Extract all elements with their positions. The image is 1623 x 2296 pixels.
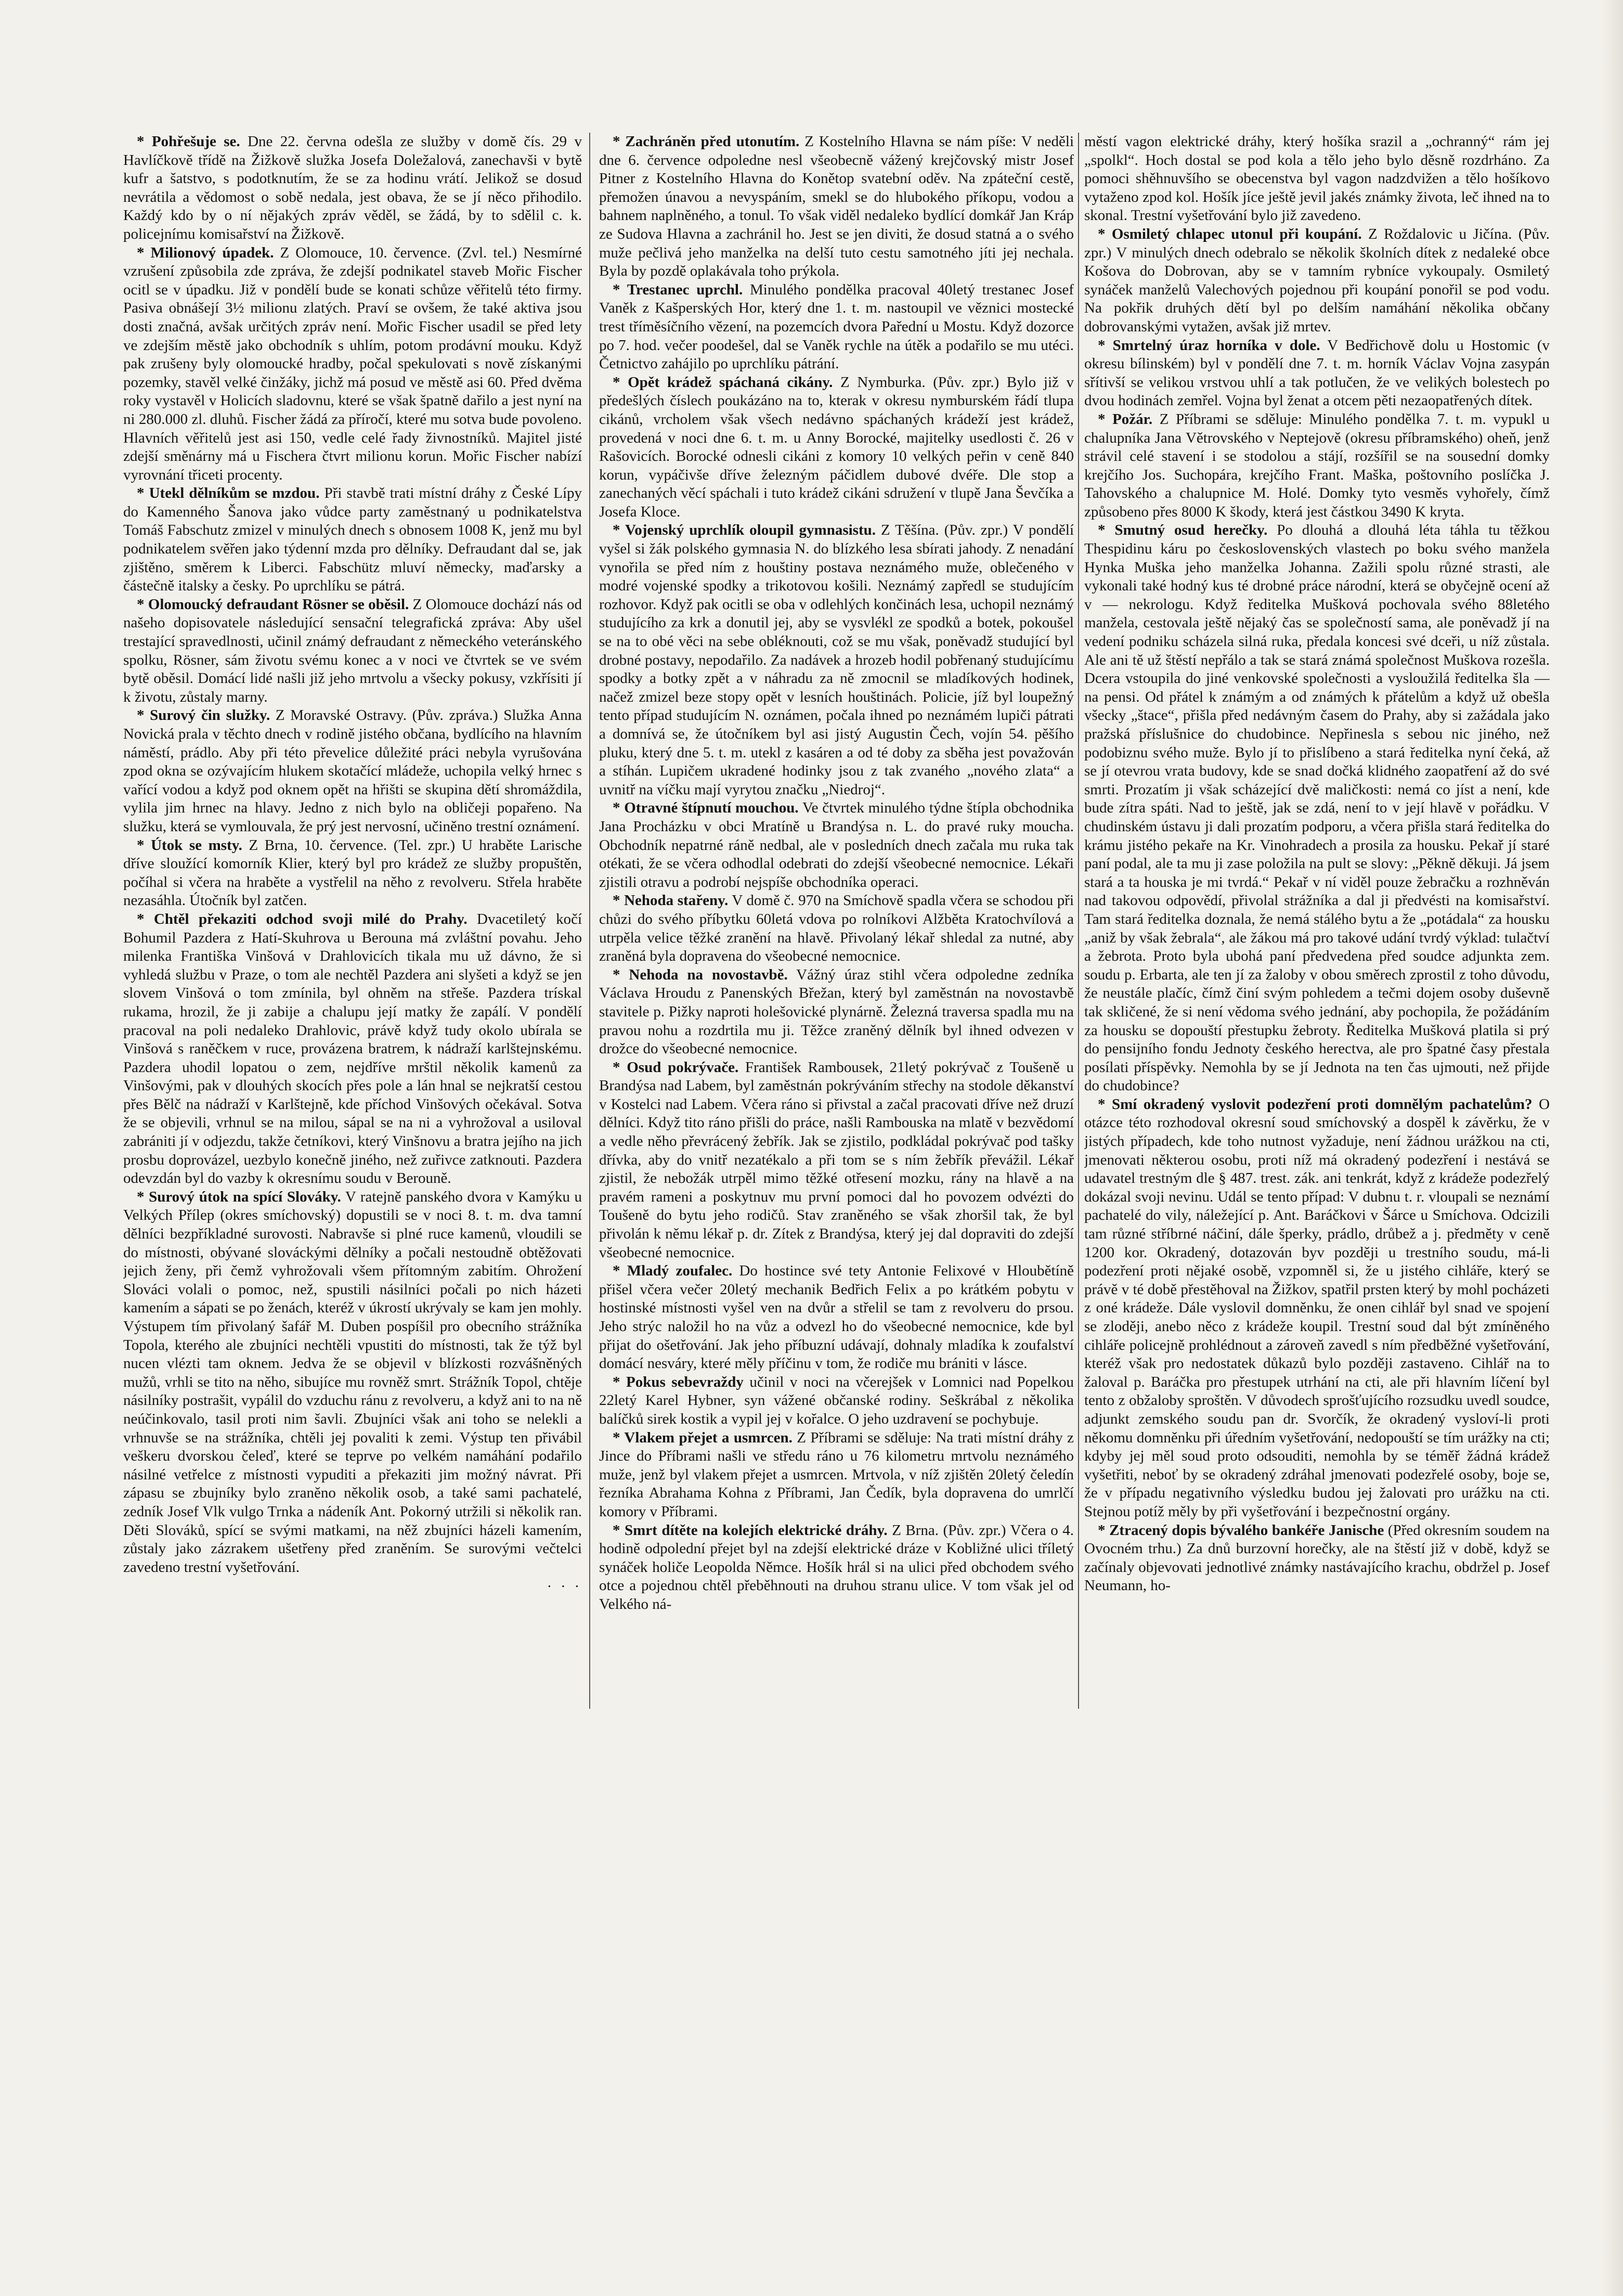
article-text: Z Olomouce, 10. července. (Zvl. tel.) Nesmírné vzrušení způsobila zde zpráva, že zdejší podnikatel staveb Mořic Fischer ocitl se v úpadku. Již v pondělí bude se konati schůze věřitelů této firmy. Pasiva obnášejí 3½ milionu zlatých. Praví se ovšem, že také aktiva jsou dosti značná, avšak určitých zpráv není. Mořic Fischer usadil se před lety ve zdejším městě jako obchodník s uhlím, potom prodávní mouku. Když pak zrušeny byly olomoucké hradby, počal spekulovati s nově získanými pozemky, stavěl velké činžáky, jichž má posud ve městě asi 60. Před dvěma roky vystavěl v Holicích sladovnu, které se však špatně dařilo a jest nyní na ni 280.000 zl. dluhů. Fischer žádá za příročí, které mu sotva bude povoleno. Hlavních věřitelů jest asi 150, vedle celé řady živnostníků. Majitel jisté zdejší směnárny má u Fischera čtvrt milionu korun. Mořic Fischer nabízí vyrovnání třiceti procenty. bbox=[123, 244, 582, 483]
article-text: Z Moravské Ostravy. (Pův. zpráva.) Služka Anna Novická prala v těchto dnech v rodině jistého občana, bydlícího na hlavním náměstí, prádlo. Aby při této převelice důležité práci nebyla vyrušována zpod okna se ozývajícím hlukem skotačící mládeže, uchopila velký hrnec s vařící vodou a když pod oknem opět na hřišti se skupina dětí shromáždila, vylila jim hrnec na hlavy. Jedno z nich bylo na obličeji popařeno. Na služku, která se vymlouvala, že prý jest nervosní, učiněno trestní oznámení. bbox=[123, 707, 582, 835]
column-divider-1 bbox=[589, 133, 590, 1709]
article-3-5: * Smutný osud herečky. Po dlouhá a dlouhá léta táhla tu těžkou Thespidinu káru po československých vlastech po boku svého manžela Hynka Muška jeho manželka Johanna. Zažili spolu různé strasti, ale vykonali také hodný kus té drobné práce národní, která se obyčejně ocení až v — nekrologu. Když ředitelka Mušková pochovala svého 88letého manžela, cestovala ještě nějaký čas se společností sama, ale poněvadž jí na vedení podniku scházela silná ruka, předala koncesi své dceři, u níž zůstala. Ale ani tě už štěstí nepřálo a tak se stará známá společnost Muškova rozešla. Dcera vstoupila do jiné venkovské společnosti a vysloužilá ředitelka šla — na pensi. Od přátel k známým a od známých k přátelům a když už obešla všecky „štace“, přišla před nedávným časem do Prahy, aby si zažádala jako pražská příslušnice do chudobince. Nepřinesla s sebou nic jiného, než podobiznu svého muže. Bylo jí to přislíbeno a stará ředitelka nyní čeká, až se jí otevrou vrata budovy, kde se snad dočká klidného zaopatření až do své smrti. Prozatím ji však scházející dvě maličkosti: nemá co jíst a není, kde bude zítra spáti. Nad to ještě, jak se zdá, není to v její hlavě v pořádku. V chudinském ústavu ji dali prozatím podporu, a včera přišla stará ředitelka do krámu jistého pekaře na Kr. Vinohradech a prosila za housku. Pekař jí staré paní podal, ale ta mu ji zase položila na pult se slovy: „Pěkně děkuji. Já jsem stará a ta houska je mi tvrdá.“ Pekař v ní viděl pouze žebračku a rozhněván nad takovou odpovědí, přivolal strážníka a dal ji předvésti na komisařství. Tam stará ředitelka doznala, že nemá stálého bytu a že „potádala“ za housku „aniž by však žebrala“, ale žákou má pro takové udání tvrdý výklad: tulačtví a žebrota. Proto byla ubohá paní předvedena před soudce adjunkta zem. soudu p. Erbarta, ale ten jí za žaloby v obou směrech zprostil z toho důvodu, že neustále plačíc, čímž činí svým pohledem a tečmi dojem osoby duševně tak skličené, že si není vědoma svého jednání, aby pochopila, že požádáním za housku se dopouští přestupku žebroty. Ředitelka Mušková platila si prý do pensijního fondu Jednoty českého herectva, ale pro špatné časy přestala posílati příspěvky. Nemohla by se jí Jednota na ten čas ujmouti, než přijde do chudobince? bbox=[1084, 522, 1550, 1094]
column-3 bbox=[1084, 133, 1550, 1714]
article-text: Z Příbrami se sděluje: Minulého pondělka 7. t. m. vypukl u chalupníka Jana Větrovského v Neptejově (okresu příbramského) oheň, jenž strávil celé stavení i se stodolou a stájí, rozšířil se na sousední domky krejčího Jos. Suchopára, krejčího Frant. Maška, poštovního poslíčka J. Tahovského a chalupnice M. Holé. Domky tyto vesměs vyhořely, čímž způsobeno přes 8000 K škody, která jest částkou 3490 K kryta. bbox=[1084, 410, 1550, 520]
article-headline: Chtěl překaziti odchod svoji milé do Prahy. bbox=[153, 910, 468, 927]
article-headline: Útok se msty. bbox=[151, 836, 242, 854]
article-2-11: * Vlakem přejet a usmrcen. Z Příbrami se sděluje: Na trati místní dráhy z Jince do Příbrami našli ve středu ráno u 76 kilometru mrtvolu neznámého muže, jenž byl vlakem přejet a usmrcen. Mrtvola, v níž zjištěn 20letý čeledín řezníka Abrahama Kohna z Příbrami, Jan Čedík, byla dopravena do umrlčí komory v Příbrami. bbox=[599, 1429, 1074, 1520]
article-headline: Zachráněn před utonutím. bbox=[625, 133, 800, 150]
article-1-5: * Surový čin služky. Z Moravské Ostravy. (Pův. zpráva.) Služka Anna Novická prala v těchto dnech v rodině jistého občana, bydlícího na hlavním náměstí, prádlo. Aby při této převelice důležité práci nebyla vyrušována zpod okna se ozývajícím hlukem skotačící mládeže, uchopila velký hrnec s vařící vodou a když pod oknem opět na hřišti se skupina dětí shromáždila, vylila jim hrnec na hlavy. Jedno z nich bylo na obličeji popařeno. Na služku, která se vymlouvala, že prý jest nervosní, učiněno trestní oznámení. bbox=[123, 707, 582, 835]
article-1-4: * Olomoucký defraudant Rösner se oběsil. Z Olomouce dochází nás od našeho dopisovatele následující sensační telegrafická zpráva: Aby ušel trestající spravedlnosti, učinil známý defraudant z německého veteránského spolku, Rösner, sám životu svému konec a v noci ve čtvrtek se ve svém bytě oběsil. Domácí lidé našli již jeho mrtvolu a všecky pokusy, vzkřísiti jí k životu, zůstaly marny. bbox=[123, 596, 582, 705]
article-headline: Mladý zoufalec. bbox=[627, 1262, 733, 1280]
article-text: O otázce této rozhodoval okresní soud smíchovský a dospěl k závěrku, že v jistých případech, kde toho nutnost vyžaduje, není žádnou urážkou na cti, jmenovati některou osobu, proti níž má okradený podezření i nestává se udavatel trestným dle § 487. trest. zák. ani tenkrát, když z krádeže podezřelý dokázal svoji nevinu. Udál se tento případ: V dubnu t. r. vloupali se neznámí pachatelé do vily, náležející p. Ant. Baráčkovi v Šárce u Smíchova. Odcizili tam různé stříbrné náčiní, dále šperky, prádlo, drůbež a j. předměty v ceně 1200 kor. Okradený, dotazován byv později u trestního soudu, má-li podezření proti nějaké osobě, vzpomněl si, že u jistého cihláře, který se právě v té době přestěhoval na Žižkov, spatřil prsten který by mohl pocházeti z oné krádeže. Dále vyslovil domněnku, že onen cihlář byl snad ve spojení se zloději, anebo něco z krádeže koupil. Trestní soud dal být zmíněného cihláře policejně prohlédnout a zároveň zavedl s ním předběžné vyšetřování, kteréž však pro nedostatek důkazů bylo později zastaveno. Cihlář na to žaloval p. Baráčka pro přestupek utrhání na cti, ale při hlavním líčení byl tento z obžaloby sproštěn. V důvodech sprošťujícího rozsudku uvedl soudce, adjunkt zemského soudu pan dr. Svorčík, že okradený vysloví-li proti někomu domněnku při úředním vyšetřování, nedopouští se tím urážky na cti; kdyby jej měl soud proto odsouditi, nemohla by se téměř žádná krádež vyšetřiti, neboť by se okradený zdráhal jmenovati podezřelé osoby, boje se, že v případu negativního výsledku budou jej žalovati pro urážku na cti. Stejnou potíž měly by při vyšetřování i bezpečnostní orgány. bbox=[1084, 1095, 1550, 1520]
article-text: Vážný úraz stihl včera odpoledne zedníka Václava Hroudu z Panenských Břežan, který byl zaměstnán na novostavbě stavitele p. Pižky naproti holešovické plynárně. Železná traversa spadla mu na pravou nohu a rozdrtila mu ji. Těžce zraněný dělník byl ihned odvezen v drožce do všeobecné nemocnice. bbox=[599, 966, 1074, 1057]
article-headline: Olomoucký defraudant Rösner se oběsil. bbox=[148, 596, 409, 613]
article-1-3: * Utekl dělníkům se mzdou. Při stavbě trati místní dráhy z České Lípy do Kamenného Šanova jako vůdce party zaměstnaný u podnikatelstva Tomáš Fabschutz zmizel v minulých dnech s obnosem 1008 K, jenž mu byl podnikatelem svěřen jako týdenní mzda pro dělníky. Defraudant dal se, jak zjištěno, směrem k Liberci. Fabschütz mluví německy, maďarsky a částečně italsky a česky. Po uprchlíku se pátrá. bbox=[123, 485, 582, 595]
article-headline: Smutný osud herečky. bbox=[1114, 522, 1268, 539]
article-text: Po dlouhá a dlouhá léta táhla tu těžkou Thespidinu káru po československých vlastech po boku svého manžela Hynka Muška jeho manželka Johanna. Zažili spolu různé strasti, ale vykonali také hodný kus té drobné práce národní, která se obyčejně ocení až v — nekrologu. Když ředitelka Mušková pochovala svého 88letého manžela, cestovala ještě nějaký čas se společností sama, ale poněvadž jí na vedení podniku scházela silná ruka, předala koncesi své dceři, u níž zůstala. Ale ani tě už štěstí nepřálo a tak se stará známá společnost Muškova rozešla. Dcera vstoupila do jiné venkovské společnosti a vysloužilá ředitelka šla — na pensi. Od přátel k známým a od známých k přátelům a když už obešla všecky „štace“, přišla před nedávným časem do Prahy, aby si zažádala jako pražská příslušnice do chudobince. Nepřinesla s sebou nic jiného, než podobiznu svého muže. Bylo jí to přislíbeno a stará ředitelka nyní čeká, až se jí otevrou vrata budovy, kde se snad dočká klidného zaopatření až do své smrti. Prozatím ji však scházející dvě maličkosti: nemá co jíst a není, kde bude zítra spáti. Nad to ještě, jak se zdá, není to v její hlavě v pořádku. V chudinském ústavu ji dali prozatím podporu, a včera přišla stará ředitelka do krámu jistého pekaře na Kr. Vinohradech a prosila za housku. Pekař jí staré paní podal, ale ta mu ji zase položila na pult se slovy: „Pěkně děkuji. Já jsem stará a ta houska je mi tvrdá.“ Pekař v ní viděl pouze žebračku a rozhněván nad takovou odpovědí, přivolal strážníka a dal ji předvésti na komisařství. Tam stará ředitelka doznala, že nemá stálého bytu a že „potádala“ za housku „aniž by však žebrala“, ale žákou má pro takové udání tvrdý výklad: tulačtví a žebrota. Proto byla ubohá paní předvedena před soudce adjunkta zem. soudu p. Erbarta, ale ten jí za žaloby v obou směrech zprostil z toho důvodu, že neustále plačíc, čímž činí svým pohledem a tečmi dojem osoby duševně tak skličené, že si není vědoma svého jednání, aby pochopila, že požádáním za housku se dopouští přestupku žebroty. Ředitelka Mušková platila si prý do pensijního fondu Jednoty českého herectva, ale pro špatné časy přestala posílati příspěvky. Nemohla by se jí Jednota na ten čas ujmouti, než přijde do chudobince? bbox=[1084, 522, 1550, 1094]
article-text: Z Nymburka. (Pův. zpr.) Bylo již v předešlých číslech poukázáno na to, kterak v okresu nymburském řádí tlupa cikánů, vrcholem však všech nedávno spáchaných krádeží jest krádež, provedená v noci dne 6. t. m. u Anny Borocké, majitelky usedlosti č. 26 v Rašovicích. Borocké odnesli cikáni z komory 10 velkých peřin v ceně 840 korun, vypáčivše dříve železným páčidlem dubové dvéře. Dle stop a zanechaných věcí spáchali i tuto krádež cikáni sdružení v tlupě Jana Ševčíka a Josefa Kloce. bbox=[599, 373, 1074, 520]
article-2-8: * Osud pokrývače. František Rambousek, 21letý pokrývač z Toušeně u Brandýsa nad Labem, byl zaměstnán pokrýváním střechy na stodole děkanství v Kostelci nad Labem. Včera ráno si přivstal a začal pracovati dříve než druzí dělníci. Když tito ráno přišli do práce, našli Rambouska na mlatě v bezvědomí a vedle něho převrácený žebřík. Jak se zjistilo, podkládal pokrývač pod tašky dřívka, aby do vnitř nezatékalo a při tom se s ním žebřík převážil. Lékař zjistil, že nebožák utrpěl mimo těžké otřesení mozku, rány na hlavě a na pravém rameni a poskytnuv mu první pomoci dal ho povozem odvézti do Toušeně do bytu jeho rodičů. Stav zraněného se však zhoršil tak, že byl přivolán k němu lékař p. dr. Zítek z Brandýsa, který jej dal dopraviti do zdejší všeobecné nemocnice. bbox=[599, 1059, 1074, 1261]
article-headline: Opět krádež spáchaná cikány. bbox=[628, 373, 833, 391]
article-text: Z Brna. (Pův. zpr.) Včera o 4. hodině odpolední přejet byl na zdejší elektrické dráze v Kobližné ulici tříletý synáček holiče Leopolda Němce. Hošík hrál si na ulici před obchodem svého otce a pojednou chtěl přeběhnouti na druhou stranu ulice. V tom však jel od Velkého ná- bbox=[599, 1521, 1074, 1613]
article-headline: Vojenský uprchlík oloupil gymnasistu. bbox=[625, 522, 876, 539]
article-headline: Osud pokrývače. bbox=[627, 1059, 739, 1076]
article-2-4: * Vojenský uprchlík oloupil gymnasistu. Z Těšína. (Pův. zpr.) V pondělí vyšel si žák polského gymnasia N. do blízkého lesa sbírati jahody. Z nenadání vynořila se před ním z houštiny postava neznámého muže, oblečeného v modré vojenské spodky a trikotovou košili. Neznámý zapředl se studujícím rozhovor. Když pak ocitli se oba v odlehlých končinách lesa, uchopil neznámý studujícího za krk a donutil jej, aby se vysvlékl ze spodků a botek, pokoušel se na to obé věci na sebe obléknouti, což se mu však, poněvadž studující byl drobné postavy, nepodařilo. Za nadávek a hrozeb hodil pobřenaný studujícímu spodky a botky zpět a v náhradu za ně zmocnil se mladíkových hodinek, načež zmizel beze stopy opět v lesních houštinách. Policie, jíž byl loupežný tento případ studujícím N. oznámen, počala ihned po neznámém lupiči pátrati a domnívá se, že útočníkem byl asi jistý Augustin Čech, vojín 54. pěšího pluku, který dne 5. t. m. utekl z kasáren a od té doby za sběha jest považován a stíhán. Lupičem ukradené hodinky jsou z tak zvaného „nového zlata“ a uvnitř na víčku mají vyrytou značku „Niedroj“. bbox=[599, 522, 1074, 798]
article-headline: Pokus sebevraždy bbox=[626, 1373, 744, 1390]
article-text: Ve čtvrtek minulého týdne štípla obchodnika Jana Procházku v obci Mratíně u Brandýsa n. L. do pravé ruky moucha. Obchodník nepatrné ráně nedbal, ale v posledních dnech začala mu ruka tak otékati, že se včera odhodlal odebrati do zdejší všeobecné nemocnice. Lékaři zjistili otravu a podrobí nejspíše obchodníka operaci. bbox=[599, 799, 1074, 891]
article-headline: Požár. bbox=[1112, 410, 1153, 428]
article-headline: Surový čin služky. bbox=[150, 707, 270, 724]
article-2-3: * Opět krádež spáchaná cikány. Z Nymburka. (Pův. zpr.) Bylo již v předešlých číslech poukázáno na to, kterak v okresu nymburském řádí tlupa cikánů, vrcholem však všech nedávno spáchaných krádeží jest krádež, provedená v noci dne 6. t. m. u Anny Borocké, majitelky usedlosti č. 26 v Rašovicích. Borocké odnesli cikáni z komory 10 velkých peřin v ceně 840 korun, vypáčivše dříve železným páčidlem dubové dvéře. Dle stop a zanechaných věcí spáchali i tuto krádež cikáni sdružení v tlupě Jana Ševčíka a Josefa Kloce. bbox=[599, 373, 1074, 520]
article-2-2: * Trestanec uprchl. Minulého pondělka pracoval 40letý trestanec Josef Vaněk z Kašperských Hor, který dne 1. t. m. nastoupil ve věznici mostecké trest tříměsíčního vězení, na pozemcích dvora Pařední u Mostu. Když dozorce po 7. hod. večer poodešel, dal se Vaněk rychle na útěk a podařilo se mu utéci. Četnictvo zahájilo po uprchlíku pátrání. bbox=[599, 281, 1074, 372]
article-text: Z Těšína. (Pův. zpr.) V pondělí vyšel si žák polského gymnasia N. do blízkého lesa sbírati jahody. Z nenadání vynořila se před ním z houštiny postava neznámého muže, oblečeného v modré vojenské spodky a trikotovou košili. Neznámý zapředl se studujícím rozhovor. Když pak ocitli se oba v odlehlých končinách lesa, uchopil neznámý studujícího za krk a donutil jej, aby se vysvlékl ze spodků a botek, pokoušel se na to obé věci na sebe obléknouti, což se mu však, poněvadž studující byl drobné postavy, nepodařilo. Za nadávek a hrozeb hodil pobřenaný studujícímu spodky a botky zpět a v náhradu za ně zmocnil se mladíkových hodinek, načež zmizel beze stopy opět v lesních houštinách. Policie, jíž byl loupežný tento případ studujícím N. oznámen, počala ihned po neznámém lupiči pátrati a domnívá se, že útočníkem byl asi jistý Augustin Čech, vojín 54. pěšího pluku, který dne 5. t. m. utekl z kasáren a od té doby za sběha jest považován a stíhán. Lupičem ukradené hodinky jsou z tak zvaného „nového zlata“ a uvnitř na víčku mají vyrytou značku „Niedroj“. bbox=[599, 522, 1074, 798]
article-text: V ratejně panského dvora v Kamýku u Velkých Přílep (okres smíchovský) dopustili se v noci 8. t. m. dva tamní dělníci bezpříkladné surovosti. Nabravše si plné ruce kamenů, vloudili se do místnosti, obývané slováckými dělníky a počali nestoudně obtěžovati jejich ženy, při čemž vyhrožovali všem přítomným zabitím. Ohrožení Slováci volali o pomoc, než, spustili násilníci počali po nich házeti kamením a sápati se po ženách, kteréž v úkrostí ukrývaly se kam jen mohly. Výstupem tím přivolaný šafář M. Duben pospíšil pro obecního strážníka Topola, kterého ale zbujníci nechtěli vpustiti do místnosti, tak že týž byl nucen vlézti tam oknem. Jedva že se objevil v blízkosti rozvášněných mužů, vrhli se tito na něho, sibujíce mu rovněž smrt. Strážník Topol, chtěje násilníky postrašit, vypálil do vzduchu ránu z revolveru, a když ani to na ně neúčinkovalo, tasil proti nim šavli. Zbujníci však ani toho se nelekli a vrhnuvše se na strážníka, chtěli jej povaliti k zemi. Výstup ten přivábil veškeru dvorskou čeleď, které se teprve po velkém namáhání podařilo násilné vetřelce z místnosti vypuditi a překaziti jim možný návrat. Při zápasu se zbujníky bylo zraněno několik osob, a také sami pachatelé, zedník Josef Vlk vulgo Trnka a nádeník Ant. Pokorný utržili si několik ran. Děti Slováků, spící se svými matkami, na něž zbujníci házeli kamením, zůstaly jako zázrakem ušetřeny před zraněním. Se surovými večtelci zavedeno trestní vyšetřování. bbox=[123, 1188, 582, 1576]
article-headline: Utekl dělníkům se mzdou. bbox=[149, 485, 320, 502]
article-2-1: * Zachráněn před utonutím. Z Kostelního Hlavna se nám píše: V neděli dne 6. července odpoledne nesl všeobecně vážený krejčovský mistr Josef Pitner z Kostelního Hlavna do Konětop svatební oděv. Na zpáteční cestě, přemožen únavou a nevyspáním, smekl se do hlubokého příkopu, vodou a bahnem naplněného, a tonul. To však viděl nedaleko bydlící domkář Jan Kráp ze Sudova Hlavna a zachránil ho. Jest se jen diviti, že dosud statná a o svého muže pečlivá jeho manželka na delší tuto cestu samotného jíti jej nechala. Byla by pozdě oplakávala toho prýkola. bbox=[599, 133, 1074, 280]
article-text: Při stavbě trati místní dráhy z České Lípy do Kamenného Šanova jako vůdce party zaměstnaný u podnikatelstva Tomáš Fabschutz zmizel v minulých dnech s obnosem 1008 K, jenž mu byl podnikatelem svěřen jako týdenní mzda pro dělníky. Defraudant dal se, jak zjištěno, směrem k Liberci. Fabschütz mluví německy, maďarsky a částečně italsky a česky. Po uprchlíku se pátrá. bbox=[123, 485, 582, 595]
article-headline: Osmiletý chlapec utonul při koupání. bbox=[1111, 225, 1362, 242]
article-text: (Před okresním soudem na Ovocném trhu.) Za dnů burzovní horečky, ale na štěstí již v době, když se začínaly objevovati jednotlivé známky nastávajícího krachu, obdržel p. Josef Neumann, ho- bbox=[1084, 1521, 1550, 1594]
column-2 bbox=[599, 133, 1074, 1714]
column-1 bbox=[123, 133, 582, 1704]
article-text: učinil v noci na včerejšek v Lomnici nad Popelkou 22letý Karel Hybner, syn vážené občanské rodiny. Seškrábal z několika balíčků sirek kostik a vypil jej v kořalce. O jeho uzdravení se pochybuje. bbox=[599, 1373, 1074, 1427]
article-headline: Smrt dítěte na kolejích elektrické dráhy. bbox=[625, 1521, 888, 1539]
article-text: V Bedřichově dolu u Hostomic (v okresu bílinském) byl v pondělí dne 7. t. m. horník Václav Vojna zasypán sřítivší se velikou vrstvou uhlí a tak potlučen, že ve velikých bolestech po dvou hodinách zemřel. Vojna byl ženat a otcem pěti nezaopatřených dítek. bbox=[1084, 337, 1550, 409]
article-text: Do hostince své tety Antonie Felixové v Hloubětíně přišel včera večer 20letý mechanik Bedřich Felix a po krátkém pobytu v hostinské místnosti vyšel ven na dvůr a střelil se tam z revolveru do prsou. Jeho strýc naložil ho na vůz a odvezl ho do všeobecné nemocnice, kde byl přijat do ošetřování. Jak jeho příbuzní udávají, dohnaly mladíka k zoufalství domácí nesváry, které měly příčinu v tom, že rodiče mu brániti v lásce. bbox=[599, 1262, 1074, 1372]
article-headline: Surový útok na spící Slováky. bbox=[149, 1188, 341, 1205]
article-headline: Smrtelný úraz horníka v dole. bbox=[1112, 337, 1320, 354]
article-1-7: * Chtěl překaziti odchod svoji milé do Prahy. Dvacetiletý kočí Bohumil Pazdera z Hatí-Skuhrova u Berouna má zvláštní povahu. Jeho milenka Františka Vinšová v Drahlovicích tikala mu už dávno, že si vyhledá službu v Praze, o tom ale nechtěl Pazdera ani slyšeti a když se jen slovem Vinšová o tom zmínila, byl ohněm na střeše. Pazdera trískal rukama, hrozil, že ji zabije a chalupu její matky že zapálí. V pondělí pracoval na poli nedaleko Drahlovic, právě když tudy okolo ubírala se Vinšová s raněčkem v ruce, provázena bratrem, k nádraží karlštejnskému. Pazdera uhodil lopatou o zem, nejdříve mrštil několik kamenů za Vinšovými, pak v dlouhých skocích přes pole a lán hnal se nejkratší cestou přes Bělč na nádraží v Karlštejně, kde příchod Vinšových očekával. Sotva že se objevili, vrhnul se na milou, sápal se na ni a vyhrožoval a usiloval zabrániti jí v odjezdu, takže četníkovi, který Vinšnovu a bratra jejího na jich prosbu doprovázel, uezbylo konečně jiného, než zuřivce zatknouti. Pazdera odevzdán byl do vazby k okresnímu soudu v Berouně. bbox=[123, 910, 582, 1187]
article-text: Dne 22. června odešla ze služby v domě čís. 29 v Havlíčkově třídě na Žižkově služka Josefa Doležalová, zanechavši v bytě kufr a šatstvo, s podotknutím, že se za hodinu vrátí. Jelikož se dosud nevrátila a vědomost o sobě nedala, jest obava, že se jí něco přihodilo. Každý kdo by o ní nějakých zpráv věděl, se žádá, by to sdělil c. k. policejnímu komisařství na Žižkově. bbox=[123, 133, 582, 242]
article-3-6: * Smí okradený vyslovit podezření proti domnělým pachatelům? O otázce této rozhodoval okresní soud smíchovský a dospěl k závěrku, že v jistých případech, kde toho nutnost vyžaduje, není žádnou urážkou na cti, jmenovati některou osobu, proti níž má okradený podezření i nestává se udavatel trestným dle § 487. trest. zák. ani tenkrát, když z krádeže podezřelý dokázal svoji nevinu. Udál se tento případ: V dubnu t. r. vloupali se neznámí pachatelé do vily, náležející p. Ant. Baráčkovi v Šárce u Smíchova. Odcizili tam různé stříbrné náčiní, dále šperky, prádlo, drůbež a j. předměty v ceně 1200 kor. Okradený, dotazován byv později u trestního soudu, má-li podezření proti nějaké osobě, vzpomněl si, že u jistého cihláře, který se právě v té době přestěhoval na Žižkov, spatřil prsten který by mohl pocházeti z oné krádeže. Dále vyslovil domněnku, že onen cihlář byl snad ve spojení se zloději, anebo něco z krádeže koupil. Trestní soud dal být zmíněného cihláře policejně prohlédnout a zároveň zavedl s ním předběžné vyšetřování, kteréž však pro nedostatek důkazů bylo později zastaveno. Cihlář na to žaloval p. Baráčka pro přestupek utrhání na cti, ale při hlavním líčení byl tento z obžaloby sproštěn. V důvodech sprošťujícího rozsudku uvedl soudce, adjunkt zemského soudu pan dr. Svorčík, že okradený vysloví-li proti někomu domněnku při úředním vyšetřování, nedopouští se tím urážky na cti; kdyby jej měl soud proto odsouditi, nemohla by se téměř žádná krádež vyšetřiti, neboť by se okradený zdráhal jmenovati podezřelé osoby, boje se, že v případu negativního výsledku budou jej žalovati pro urážku na cti. Stejnou potíž měly by při vyšetřování i bezpečnostní orgány. bbox=[1084, 1095, 1550, 1520]
article-text: Minulého pondělka pracoval 40letý trestanec Josef Vaněk z Kašperských Hor, který dne 1. t. m. nastoupil ve věznici mostecké trest tříměsíčního vězení, na pozemcích dvora Pařední u Mostu. Když dozorce po 7. hod. večer poodešel, dal se Vaněk rychle na útěk a podařilo se mu utéci. Četnictvo zahájilo po uprchlíku pátrání. bbox=[599, 281, 1074, 372]
article-headline: Smí okradený vyslovit podezření proti domnělým pachatelům? bbox=[1111, 1095, 1533, 1113]
column-end-mark: . . . bbox=[547, 1574, 582, 1591]
article-3-3: * Smrtelný úraz horníka v dole. V Bedřichově dolu u Hostomic (v okresu bílinském) byl v pondělí dne 7. t. m. horník Václav Vojna zasypán sřítivší se velikou vrstvou uhlí a tak potlučen, že ve velikých bolestech po dvou hodinách zemřel. Vojna byl ženat a otcem pěti nezaopatřených dítek. bbox=[1084, 337, 1550, 409]
article-2-5: * Otravné štípnutí mouchou. Ve čtvrtek minulého týdne štípla obchodnika Jana Procházku v obci Mratíně u Brandýsa n. L. do pravé ruky moucha. Obchodník nepatrné ráně nedbal, ale v posledních dnech začala mu ruka tak otékati, že se včera odhodlal odebrati do zdejší všeobecné nemocnice. Lékaři zjistili otravu a podrobí nejspíše obchodníka operaci. bbox=[599, 799, 1074, 891]
article-1-2: * Milionový úpadek. Z Olomouce, 10. července. (Zvl. tel.) Nesmírné vzrušení způsobila zde zpráva, že zdejší podnikatel staveb Mořic Fischer ocitl se v úpadku. Již v pondělí bude se konati schůze věřitelů této firmy. Pasiva obnášejí 3½ milionu zlatých. Praví se ovšem, že také aktiva jsou dosti značná, avšak určitých zpráv není. Mořic Fischer usadil se před lety ve zdejším městě jako obchodník s uhlím, potom prodávní mouku. Když pak zrušeny byly olomoucké hradby, počal spekulovati s nově získanými pozemky, stavěl velké činžáky, jichž má posud ve městě asi 60. Před dvěma roky vystavěl v Holicích sladovnu, které se však špatně dařilo a jest nyní na ni 280.000 zl. dluhů. Fischer žádá za příročí, které mu sotva bude povoleno. Hlavních věřitelů jest asi 150, vedle celé řady živnostníků. Majitel jisté zdejší směnárny má u Fischera čtvrt milionu korun. Mořic Fischer nabízí vyrovnání třiceti procenty. bbox=[123, 244, 582, 483]
article-2-12: * Smrt dítěte na kolejích elektrické dráhy. Z Brna. (Pův. zpr.) Včera o 4. hodině odpolední přejet byl na zdejší elektrické dráze v Kobližné ulici tříletý synáček holiče Leopolda Němce. Hošík hrál si na ulici před obchodem svého otce a pojednou chtěl přeběhnouti na druhou stranu ulice. V tom však jel od Velkého ná- bbox=[599, 1521, 1074, 1613]
article-text: Dvacetiletý kočí Bohumil Pazdera z Hatí-Skuhrova u Berouna má zvláštní povahu. Jeho milenka Františka Vinšová v Drahlovicích tikala mu už dávno, že si vyhledá službu v Praze, o tom ale nechtěl Pazdera ani slyšeti a když se jen slovem Vinšová o tom zmínila, byl ohněm na střeše. Pazdera trískal rukama, hrozil, že ji zabije a chalupu její matky že zapálí. V pondělí pracoval na poli nedaleko Drahlovic, právě když tudy okolo ubírala se Vinšová s raněčkem v ruce, provázena bratrem, k nádraží karlštejnskému. Pazdera uhodil lopatou o zem, nejdříve mrštil několik kamenů za Vinšovými, pak v dlouhých skocích přes pole a lán hnal se nejkratší cestou přes Bělč na nádraží v Karlštejně, kde příchod Vinšových očekával. Sotva že se objevili, vrhnul se na milou, sápal se na ni a vyhrožoval a usiloval zabrániti jí v odjezdu, takže četníkovi, který Vinšnovu a bratra jejího na jich prosbu doprovázel, uezbylo konečně jiného, než zuřivce zatknouti. Pazdera odevzdán byl do vazby k okresnímu soudu v Berouně. bbox=[123, 910, 582, 1187]
article-text: František Rambousek, 21letý pokrývač z Toušeně u Brandýsa nad Labem, byl zaměstnán pokrýváním střechy na stodole děkanství v Kostelci nad Labem. Včera ráno si přivstal a začal pracovati dříve než druzí dělníci. Když tito ráno přišli do práce, našli Rambouska na mlatě v bezvědomí a vedle něho převrácený žebřík. Jak se zjistilo, podkládal pokrývač pod tašky dřívka, aby do vnitř nezatékalo a při tom se s ním žebřík převážil. Lékař zjistil, že nebožák utrpěl mimo těžké otřesení mozku, rány na hlavě a na pravém rameni a poskytnuv mu první pomoci dal ho povozem odvézti do Toušeně do bytu jeho rodičů. Stav zraněného se však zhoršil tak, že byl přivolán k němu lékař p. dr. Zítek z Brandýsa, který jej dal dopraviti do zdejší všeobecné nemocnice. bbox=[599, 1059, 1074, 1261]
article-3-7: * Ztracený dopis bývalého bankéře Janische (Před okresním soudem na Ovocném trhu.) Za dnů burzovní horečky, ale na štěstí již v době, když se začínaly objevovati jednotlivé známky nastávajícího krachu, obdržel p. Josef Neumann, ho- bbox=[1084, 1521, 1550, 1594]
article-text: Z Kostelního Hlavna se nám píše: V neděli dne 6. července odpoledne nesl všeobecně vážený krejčovský mistr Josef Pitner z Kostelního Hlavna do Konětop svatební oděv. Na zpáteční cestě, přemožen únavou a nevyspáním, smekl se do hlubokého příkopu, vodou a bahnem naplněného, a tonul. To však viděl nedaleko bydlící domkář Jan Kráp ze Sudova Hlavna a zachránil ho. Jest se jen diviti, že dosud statná a o svého muže pečlivá jeho manželka na delší tuto cestu samotného jíti jej nechala. Byla by pozdě oplakávala toho prýkola. bbox=[599, 133, 1074, 280]
article-text: Z Roždalovic u Jičína. (Pův. zpr.) V minulých dnech odebralo se několik školních dítek z nedaleké obce Košova do Dobrovan, aby se v tamním rybníce vykoupaly. Osmiletý synáček manželů Valechových pojednou při koupání ponořil se pod vodu. Na pokřik druhých dětí byl po delším namáhání několika občany dobrovanskými vytažen, avšak již mrtev. bbox=[1084, 225, 1550, 335]
article-2-10: * Pokus sebevraždy učinil v noci na včerejšek v Lomnici nad Popelkou 22letý Karel Hybner, syn vážené občanské rodiny. Seškrábal z několika balíčků sirek kostik a vypil jej v kořalce. O jeho uzdravení se pochybuje. bbox=[599, 1373, 1074, 1427]
article-2-9: * Mladý zoufalec. Do hostince své tety Antonie Felixové v Hloubětíně přišel včera večer 20letý mechanik Bedřich Felix a po krátkém pobytu v hostinské místnosti vyšel ven na dvůr a střelil se tam z revolveru do prsou. Jeho strýc naložil ho na vůz a odvezl ho do všeobecné nemocnice, kde byl přijat do ošetřování. Jak jeho příbuzní udávají, dohnaly mladíka k zoufalství domácí nesváry, které měly příčinu v tom, že rodiče mu brániti v lásce. bbox=[599, 1262, 1074, 1372]
article-3-4: * Požár. Z Příbrami se sděluje: Minulého pondělka 7. t. m. vypukl u chalupníka Jana Větrovského v Neptejově (okresu příbramského) oheň, jenž strávil celé stavení i se stodolou a stájí, rozšířil se na sousední domky krejčího Jos. Suchopára, krejčího Frant. Maška, poštovního poslíčka J. Tahovského a chalupnice M. Holé. Domky tyto vesměs vyhořely, čímž způsobeno přes 8000 K škody, která jest částkou 3490 K kryta. bbox=[1084, 410, 1550, 520]
article-2-7: * Nehoda na novostavbě. Vážný úraz stihl včera odpoledne zedníka Václava Hroudu z Panenských Břežan, který byl zaměstnán na novostavbě stavitele p. Pižky naproti holešovické plynárně. Železná traversa spadla mu na pravou nohu a rozdrtila mu ji. Těžce zraněný dělník byl ihned odvezen v drožce do všeobecné nemocnice. bbox=[599, 966, 1074, 1057]
article-headline: Vlakem přejet a usmrcen. bbox=[624, 1429, 793, 1446]
article-1-8: * Surový útok na spící Slováky. V ratejně panského dvora v Kamýku u Velkých Přílep (okres smíchovský) dopustili se v noci 8. t. m. dva tamní dělníci bezpříkladné surovosti. Nabravše si plné ruce kamenů, vloudili se do místnosti, obývané slováckými dělníky a počali nestoudně obtěžovati jejich ženy, při čemž vyhrožovali všem přítomným zabitím. Ohrožení Slováci volali o pomoc, než, spustili násilníci počali po nich házeti kamením a sápati se po ženách, kteréž v úkrostí ukrývaly se kam jen mohly. Výstupem tím přivolaný šafář M. Duben pospíšil pro obecního strážníka Topola, kterého ale zbujníci nechtěli vpustiti do místnosti, tak že týž byl nucen vlézti tam oknem. Jedva že se objevil v blízkosti rozvášněných mužů, vrhli se tito na něho, sibujíce mu rovněž smrt. Strážník Topol, chtěje násilníky postrašit, vypálil do vzduchu ránu z revolveru, a když ani to na ně neúčinkovalo, tasil proti nim šavli. Zbujníci však ani toho se nelekli a vrhnuvše se na strážníka, chtěli jej povaliti k zemi. Výstup ten přivábil veškeru dvorskou čeleď, které se teprve po velkém namáhání podařilo násilné vetřelce z místnosti vypuditi a překaziti jim možný návrat. Při zápasu se zbujníky bylo zraněno několik osob, a také sami pachatelé, zedník Josef Vlk vulgo Trnka a nádeník Ant. Pokorný utržili si několik ran. Děti Slováků, spící se svými matkami, na něž zbujníci házeli kamením, zůstaly jako zázrakem ušetřeny před zraněním. Se surovými večtelci zavedeno trestní vyšetřování. bbox=[123, 1188, 582, 1576]
article-text: Z Olomouce dochází nás od našeho dopisovatele následující sensační telegrafická zpráva: Aby ušel trestající spravedlnosti, učinil známý defraudant z německého veteránského spolku, Rösner, sám životu svému konec a v noci ve čtvrtek se ve svém bytě oběsil. Domácí lidé našli již jeho mrtvolu a všecky pokusy, vzkřísiti jí k životu, zůstaly marny. bbox=[123, 596, 582, 705]
article-headline: Trestanec uprchl. bbox=[627, 281, 743, 298]
article-3-2: * Osmiletý chlapec utonul při koupání. Z Roždalovic u Jičína. (Pův. zpr.) V minulých dnech odebralo se několik školních dítek z nedaleké obce Košova do Dobrovan, aby se v tamním rybníce vykoupaly. Osmiletý synáček manželů Valechových pojednou při koupání ponořil se pod vodu. Na pokřik druhých dětí byl po delším namáhání několika občany dobrovanskými vytažen, avšak již mrtev. bbox=[1084, 225, 1550, 335]
article-3-1 bbox=[1084, 133, 1550, 225]
page-edge-shadow bbox=[1602, 0, 1623, 2296]
article-headline: Ztracený dopis bývalého bankéře Janische bbox=[1109, 1521, 1384, 1539]
article-headline: Otravné štípnutí mouchou. bbox=[624, 799, 799, 817]
article-text: V domě č. 970 na Smíchově spadla včera se schodou při chůzi do svého příbytku 60letá vdova po rolníkovi Alžběta Kratochvílová a utrpěla velice těžké zranění na hlavě. Přivolaný lékař shledal za nutné, aby zraněná byla dopravena do všeobecné nemocnice. bbox=[599, 892, 1074, 965]
article-headline: Milionový úpadek. bbox=[150, 244, 274, 261]
column-divider-2 bbox=[1078, 133, 1079, 1709]
article-text: městí vagon elektrické dráhy, který hošíka srazil a „ochranný“ rám jej „spolkl“. Hoch dostal se pod kola a tělo jeho bylo děsně rozdrháno. Za pomoci shěhnuvšího se obecenstva byl vagon nadzdvižen a tělo hošíkovo vytaženo zpod kol. Hošík jíce ještě jevil jakés známky života, leč ihned na to skonal. Trestní vyšetřování bylo již zavedeno. bbox=[1084, 133, 1550, 224]
article-1-6: * Útok se msty. Z Brna, 10. července. (Tel. zpr.) U hraběte Larische dříve sloužící komorník Klier, který byl pro krádež ze služby propuštěn, počíhal si včera na hraběte a vystřelil na něho z revolveru. Střela hraběte nezasáhla. Útočník byl zatčen. bbox=[123, 836, 582, 909]
article-headline: Nehoda stařeny. bbox=[624, 892, 729, 909]
article-1-1: * Pohřešuje se. Dne 22. června odešla ze služby v domě čís. 29 v Havlíčkově třídě na Žižkově služka Josefa Doležalová, zanechavši v bytě kufr a šatstvo, s podotknutím, že se za hodinu vrátí. Jelikož se dosud nevrátila a vědomost o sobě nedala, jest obava, že se jí něco přihodilo. Každý kdo by o ní nějakých zpráv věděl, se žádá, by to sdělil c. k. policejnímu komisařství na Žižkově. bbox=[123, 133, 582, 242]
article-text: Z Brna, 10. července. (Tel. zpr.) U hraběte Larische dříve sloužící komorník Klier, který byl pro krádež ze služby propuštěn, počíhal si včera na hraběte a vystřelil na něho z revolveru. Střela hraběte nezasáhla. Útočník byl zatčen. bbox=[123, 836, 582, 909]
article-headline: Pohřešuje se. bbox=[151, 133, 240, 150]
article-2-6: * Nehoda stařeny. V domě č. 970 na Smíchově spadla včera se schodou při chůzi do svého příbytku 60letá vdova po rolníkovi Alžběta Kratochvílová a utrpěla velice těžké zranění na hlavě. Přivolaný lékař shledal za nutné, aby zraněná byla dopravena do všeobecné nemocnice. bbox=[599, 892, 1074, 965]
article-text: Z Příbrami se sděluje: Na trati místní dráhy z Jince do Příbrami našli ve středu ráno u 76 kilometru mrtvolu neznámého muže, jenž byl vlakem přejet a usmrcen. Mrtvola, v níž zjištěn 20letý čeledín řezníka Abrahama Kohna z Příbrami, Jan Čedík, byla dopravena do umrlčí komory v Příbrami. bbox=[599, 1429, 1074, 1520]
article-headline: Nehoda na novostavbě. bbox=[629, 966, 788, 983]
